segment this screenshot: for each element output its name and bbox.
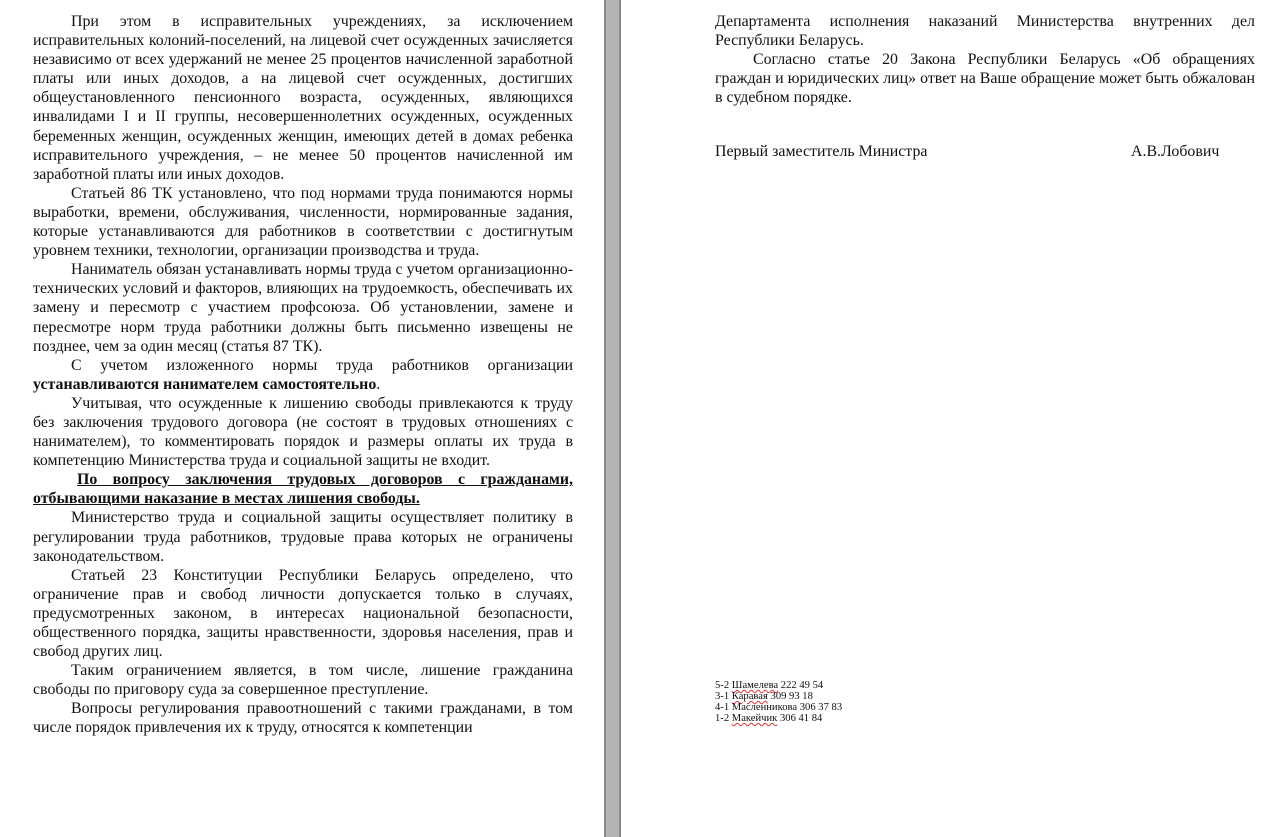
- contact-line: [715, 680, 842, 691]
- contact-phone: 306 41 84: [779, 713, 823, 724]
- paragraph: Таким ограничением является, в том числе, лишение гражданина свободы по приговору суда за совершенное преступление.: [33, 662, 573, 699]
- paragraph: При этом в исправительных учреждениях, за исключением исправительных колоний-поселений, на лицевой счет осужденных зачисляется независимо от всех удержаний не менее 25 процентов начисленной заработной платы или иных доходов, а на лицевой счет осужденных, достигших общеустановленного пенсионного возраста, осужденных, являющихся инвалидами I и II группы, несовершеннолетних осужденных, осужденных беременных женщин, осужденных женщин, имеющих детей в домах ребенка исправительного учреждения, – не менее 50 процентов начисленной им заработной платы или иных доходов.: [33, 13, 573, 183]
- contact-code: 3-1: [715, 691, 730, 702]
- contact-phone: 306 37 83: [799, 702, 843, 713]
- right-page-body: [715, 12, 1255, 107]
- contact-name: Макейчик: [731, 713, 778, 724]
- contact-code: 4-1: [715, 702, 730, 713]
- paragraph: Наниматель обязан устанавливать нормы труда с учетом организационно-технических условий и факторов, влияющих на трудоемкость, обеспечивать их замену и пересмотр с участием профсоюза. Об установлении, замене и пересмотре норм труда работники должны быть письменно извещены не позднее, чем за один месяц (статья 87 ТК).: [33, 261, 573, 355]
- document-page-left: [0, 0, 604, 837]
- paragraph: Статьей 86 ТК установлено, что под нормами труда понимаются нормы выработки, времени, обслуживания, численности, нормированные задания, которые устанавливаются для работников в соответствии с достигнутым уровнем техники, технологии, организации производства и труда.: [33, 184, 573, 260]
- document-page-right: [621, 0, 1280, 837]
- contact-line: [715, 702, 842, 713]
- contact-phone: 222 49 54: [780, 680, 824, 691]
- contact-phone: 309 93 18: [770, 691, 813, 702]
- bold-phrase: устанавливаются нанимателем самостоятельно: [33, 375, 377, 393]
- paragraph: Статьей 23 Конституции Республики Беларусь определено, что ограничение прав и свобод личности допускается только в случаях, предусмотренных законом, в интересах национальной безопасности, общественного порядка, защиты нравственности, здоровья населения, прав и свобод других лиц.: [33, 566, 573, 661]
- paragraph: Согласно статье 20 Закона Республики Беларусь «Об обращениях граждан и юридических лиц» ответ на Ваше обращение может быть обжалован в судебном порядке.: [715, 51, 1255, 107]
- contact-code: 5-2: [715, 680, 730, 691]
- paragraph: Министерство труда и социальной защиты осуществляет политику в регулировании труда работников, трудовые права которых не ограничены законодательством.: [33, 509, 573, 565]
- contact-name: Каравая: [731, 691, 768, 702]
- paragraph: [33, 356, 573, 394]
- contacts-list: [715, 680, 842, 724]
- paragraph: Вопросы регулирования правоотношений с такими гражданами, в том числе порядок привлечения их к труду, относятся к компетенции: [33, 700, 573, 737]
- contact-name: Масленникова: [731, 702, 798, 713]
- left-page-body: [33, 12, 573, 738]
- contact-name: Шамелева: [731, 680, 779, 691]
- signatory-name: А.В.Лобович: [1131, 143, 1220, 160]
- page-gutter: [604, 0, 621, 837]
- contact-line: [715, 691, 842, 702]
- contact-line: [715, 713, 842, 724]
- paragraph-text: .: [376, 375, 381, 393]
- paragraph-text: С учетом изложенного нормы труда работников организации: [71, 356, 573, 374]
- paragraph: Департамента исполнения наказаний Министерства внутренних дел Республики Беларусь.: [715, 13, 1255, 50]
- section-heading: По вопросу заключения трудовых договоров с гражданами, отбывающими наказание в местах лишения свободы.: [33, 471, 573, 508]
- contact-code: 1-2: [715, 713, 730, 724]
- signatory-position: Первый заместитель Министра: [715, 143, 928, 160]
- paragraph: Учитывая, что осужденные к лишению свободы привлекаются к труду без заключения трудового договора (не состоят в трудовых отношениях с нанимателем), то комментировать порядок и размеры оплаты их труда в компетенцию Министерства труда и социальной защиты не входит.: [33, 394, 573, 470]
